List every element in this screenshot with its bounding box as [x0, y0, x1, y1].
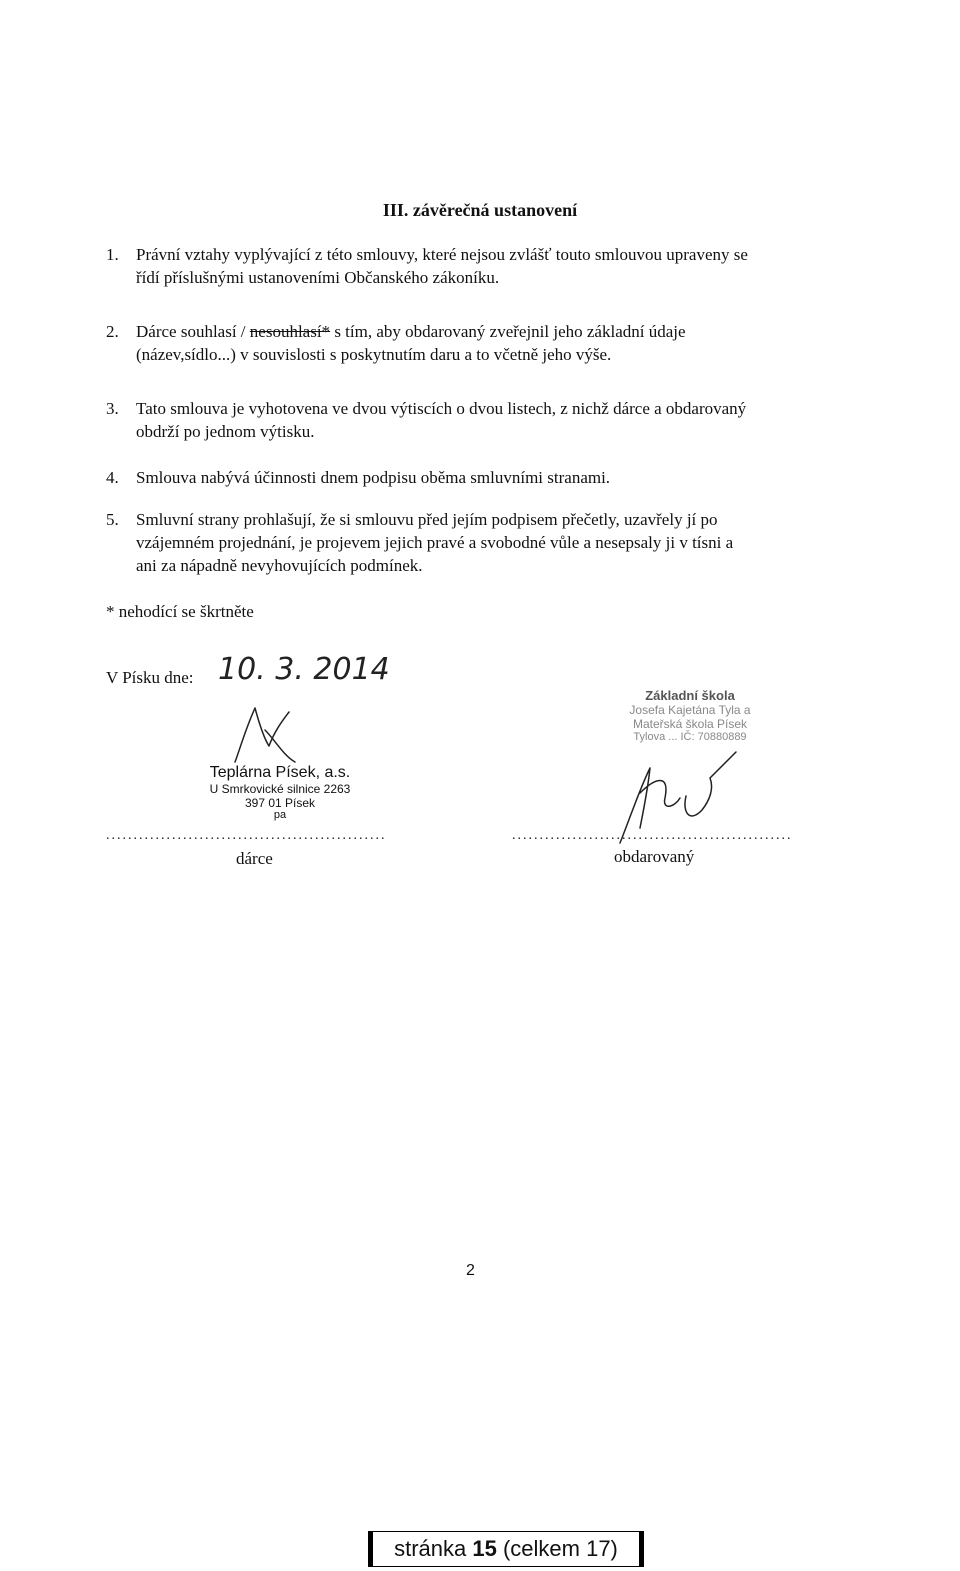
- donor-stamp-street: U Smrkovické silnice 2263: [209, 782, 351, 796]
- clause-text: řídí příslušnými ustanoveními Občanského zákoníku.: [136, 268, 500, 287]
- donor-signature-line: ...................................................: [106, 828, 387, 843]
- donor-stamp-name: Teplárna Písek, a.s.: [209, 764, 351, 781]
- place-date-label: V Písku dne:: [106, 668, 194, 687]
- clause-text: Dárce souhlasí /: [136, 322, 246, 341]
- donor-label: dárce: [236, 849, 273, 868]
- donor-signature: [225, 700, 315, 770]
- clause-number: 4.: [106, 468, 119, 487]
- donee-label: obdarovaný: [614, 847, 695, 866]
- clause-text: s tím, aby obdarovaný zveřejnil jeho základní údaje: [334, 322, 686, 341]
- clause-3: [106, 397, 746, 443]
- donor-stamp: [180, 764, 380, 820]
- clause-text: ani za nápadně nevyhovujících podmínek.: [136, 556, 423, 575]
- clause-number: 2.: [106, 322, 119, 341]
- clause-number: 3.: [106, 399, 119, 418]
- clause-1: [106, 243, 748, 289]
- page-counter-current: 15: [472, 1536, 497, 1561]
- donee-signature-line: ...................................................: [512, 828, 793, 843]
- clause-text: Tato smlouva je vyhotovena ve dvou výtiscích o dvou listech, z nichž dárce a obdarovaný: [136, 399, 747, 418]
- page-counter-prefix: stránka: [394, 1536, 473, 1561]
- footnote: * nehodící se škrtněte: [106, 602, 254, 621]
- clause-2: [106, 320, 686, 366]
- donee-stamp-line4: Tylova ... IČ: 70880889: [633, 731, 747, 743]
- clause-number: 5.: [106, 510, 119, 529]
- clause-5: [106, 508, 733, 577]
- clause-4: [106, 466, 610, 489]
- section-heading: III. závěrečná ustanovení: [382, 200, 578, 220]
- page-number: 2: [466, 1262, 475, 1279]
- page-counter: [368, 1531, 644, 1567]
- donor-stamp-extra: pa: [273, 809, 287, 821]
- handwritten-date: 10. 3. 2014: [218, 652, 390, 687]
- donee-stamp-line3: Mateřská škola Písek: [632, 717, 748, 731]
- clause-text: Smluvní strany prohlašují, že si smlouvu před jejím podpisem přečetly, uzavřely jí po: [136, 510, 718, 529]
- donee-stamp: [590, 688, 790, 743]
- clause-text: vzájemném projednání, je projevem jejich pravé a svobodné vůle a nesepsaly ji v tísni a: [136, 533, 734, 552]
- donee-stamp-line2: Josefa Kajetána Tyla a: [629, 703, 751, 717]
- clause-number: 1.: [106, 245, 119, 264]
- clause-text: Právní vztahy vyplývající z této smlouvy, které nejsou zvlášť touto smlouvou upraveny se: [136, 245, 748, 264]
- page-counter-suffix: (celkem 17): [496, 1536, 618, 1561]
- struck-option: nesouhlasí*: [249, 322, 331, 341]
- donor-stamp-city: 397 01 Písek: [244, 796, 316, 810]
- clause-text: Smlouva nabývá účinnosti dnem podpisu oběma smluvními stranami.: [136, 468, 611, 487]
- donee-stamp-line1: Základní škola: [645, 688, 735, 703]
- clause-text: (název,sídlo...) v souvislosti s poskytnutím daru a to včetně jeho výše.: [136, 345, 612, 364]
- clause-text: obdrží po jednom výtisku.: [136, 422, 315, 441]
